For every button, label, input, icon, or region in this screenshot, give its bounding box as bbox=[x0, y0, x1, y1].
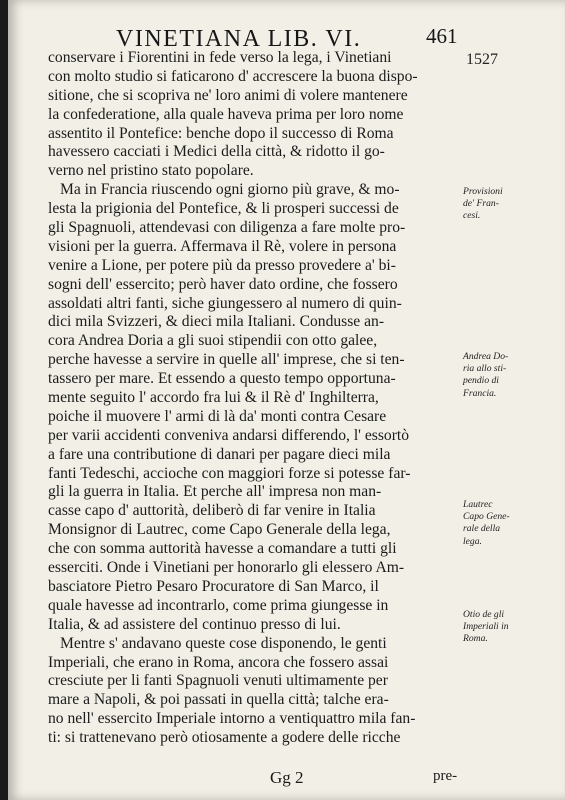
marginal-note bbox=[463, 499, 541, 548]
text-line: mente seguito l' accordo fra lui & il Rè d' Inghilterra, bbox=[48, 389, 379, 407]
text-line: no nell' essercito Imperiale intorno a ventiquattro mila fan- bbox=[48, 710, 416, 728]
text-line: tassero per mare. Et essendo a questo tempo opportuna- bbox=[48, 370, 396, 388]
text-line: visioni per la guerra. Affermava il Rè, volere in persona bbox=[48, 237, 397, 255]
marginal-note bbox=[463, 609, 541, 646]
text-line: sogni dell' essercito; però haver dato ordine, che fossero bbox=[48, 275, 398, 293]
text-line: cresciute per li fanti Spagnuoli venuti ultimamente per bbox=[48, 672, 388, 690]
text-line: Monsignor di Lautrec, come Capo Generale della lega, bbox=[48, 521, 391, 539]
text-line: lesta la prigionia del Pontefice, & li prosperi successi de bbox=[48, 200, 399, 218]
text-line: Imperiali, che erano in Roma, ancora che fossero assai bbox=[48, 653, 389, 671]
marginal-note-line: Andrea Do- bbox=[463, 351, 509, 362]
text-line: venire a Lione, per potere più da presso provedere a' bi- bbox=[48, 256, 396, 274]
text-line: perche havesse a servire in quelle all' imprese, che si ten- bbox=[48, 351, 405, 369]
marginal-note-line: cesi. bbox=[463, 210, 481, 222]
text-line: basciatore Pietro Pesaro Procuratore di San Marco, il bbox=[48, 577, 379, 595]
text-line: assentito il Pontefice: benche dopo il successo di Roma bbox=[48, 124, 394, 142]
text-line: che con somma auttorità havesse a comandare a tutti gli bbox=[48, 540, 397, 558]
signature-mark: Gg 2 bbox=[270, 768, 304, 787]
text-line: quale havesse ad incontrarlo, come prima giungesse in bbox=[48, 596, 389, 614]
catchword: pre- bbox=[433, 768, 458, 784]
text-line: assoldati altri fanti, siche giungessero al numero di quin- bbox=[48, 294, 402, 312]
text-line: per varii accidenti conveniva andarsi differendo, l' essortò bbox=[48, 426, 410, 444]
text-line: dici mila Svizzeri, & dieci mila Italiani. Condusse an- bbox=[48, 313, 385, 331]
book-page bbox=[8, 0, 565, 800]
text-line: Italia, & ad assistere del continuo presso di lui. bbox=[48, 615, 341, 633]
text-line: conservare i Fiorentini in fede verso la lega, i Vinetiani bbox=[48, 49, 392, 66]
text-line: sitione, che si scopriva ne' loro animi di volere mantenere bbox=[48, 86, 408, 104]
marginal-note-line: Francia. bbox=[463, 387, 497, 399]
text-line: casse capo d' auttorità, deliberò di far venire in Italia bbox=[48, 502, 376, 520]
text-line: a fare una contributione di danari per pagare dieci mila bbox=[48, 445, 391, 463]
text-line: ti: si trattenevano però otiosamente a godere delle ricche bbox=[48, 729, 401, 747]
marginal-note-line: rale della bbox=[463, 523, 501, 535]
marginal-note-line: Capo Gene- bbox=[463, 511, 510, 523]
text-line: havessero cacciati i Medici della città, & ridotto il go- bbox=[48, 143, 385, 161]
marginal-note bbox=[463, 186, 541, 223]
main-text-block bbox=[48, 49, 466, 748]
marginal-note-line: Otio de gli bbox=[463, 609, 505, 620]
text-line: Mentre s' andavano queste cose disponendo, le genti bbox=[60, 634, 387, 652]
text-line: poiche il muovere l' armi di là da' monti contra Cesare bbox=[48, 407, 387, 425]
text-line: Ma in Francia riuscendo ogni giorno più grave, & mo- bbox=[60, 181, 400, 199]
marginal-note bbox=[463, 351, 541, 400]
text-line: esserciti. Onde i Vinetiani per honorarlo gli elessero Am- bbox=[48, 559, 405, 577]
marginal-note-line: pendio di bbox=[463, 375, 499, 387]
marginal-note-line: lega. bbox=[463, 535, 482, 547]
text-line: mare a Napoli, & poi passati in quella città; talche era- bbox=[48, 691, 389, 709]
text-line: cora Andrea Doria a gli suoi stipendii con otto galee, bbox=[48, 332, 378, 350]
marginal-note-line: de' Fran- bbox=[463, 198, 499, 210]
marginal-note-line: Roma. bbox=[463, 633, 488, 645]
text-line: fanti Tedeschi, accioche con maggiori forze si potesse far- bbox=[48, 464, 411, 482]
text-line: la confederatione, alla quale haveva prima per loro nome bbox=[48, 105, 404, 123]
marginal-note-line: Imperiali in bbox=[463, 621, 509, 633]
text-line: verno nel pristino stato popolare. bbox=[48, 162, 254, 180]
running-title: VINETIANA LIB. VI. bbox=[116, 26, 362, 52]
text-line: gli Spagnuoli, attendevasi con diligenza a fare molte pro- bbox=[48, 219, 406, 237]
page-number: 461 bbox=[426, 24, 458, 48]
text-line: gli la guerra in Italia. Et perche all' impresa non man- bbox=[48, 483, 382, 501]
year-marginal: 1527 bbox=[466, 51, 498, 68]
marginal-note-line: Provisioni bbox=[463, 186, 503, 197]
text-line: con molto studio si faticarono d' accrescere la buona dispo- bbox=[48, 67, 418, 85]
marginal-note-line: ria allo sti- bbox=[463, 363, 507, 375]
marginal-note-line: Lautrec bbox=[463, 499, 493, 510]
